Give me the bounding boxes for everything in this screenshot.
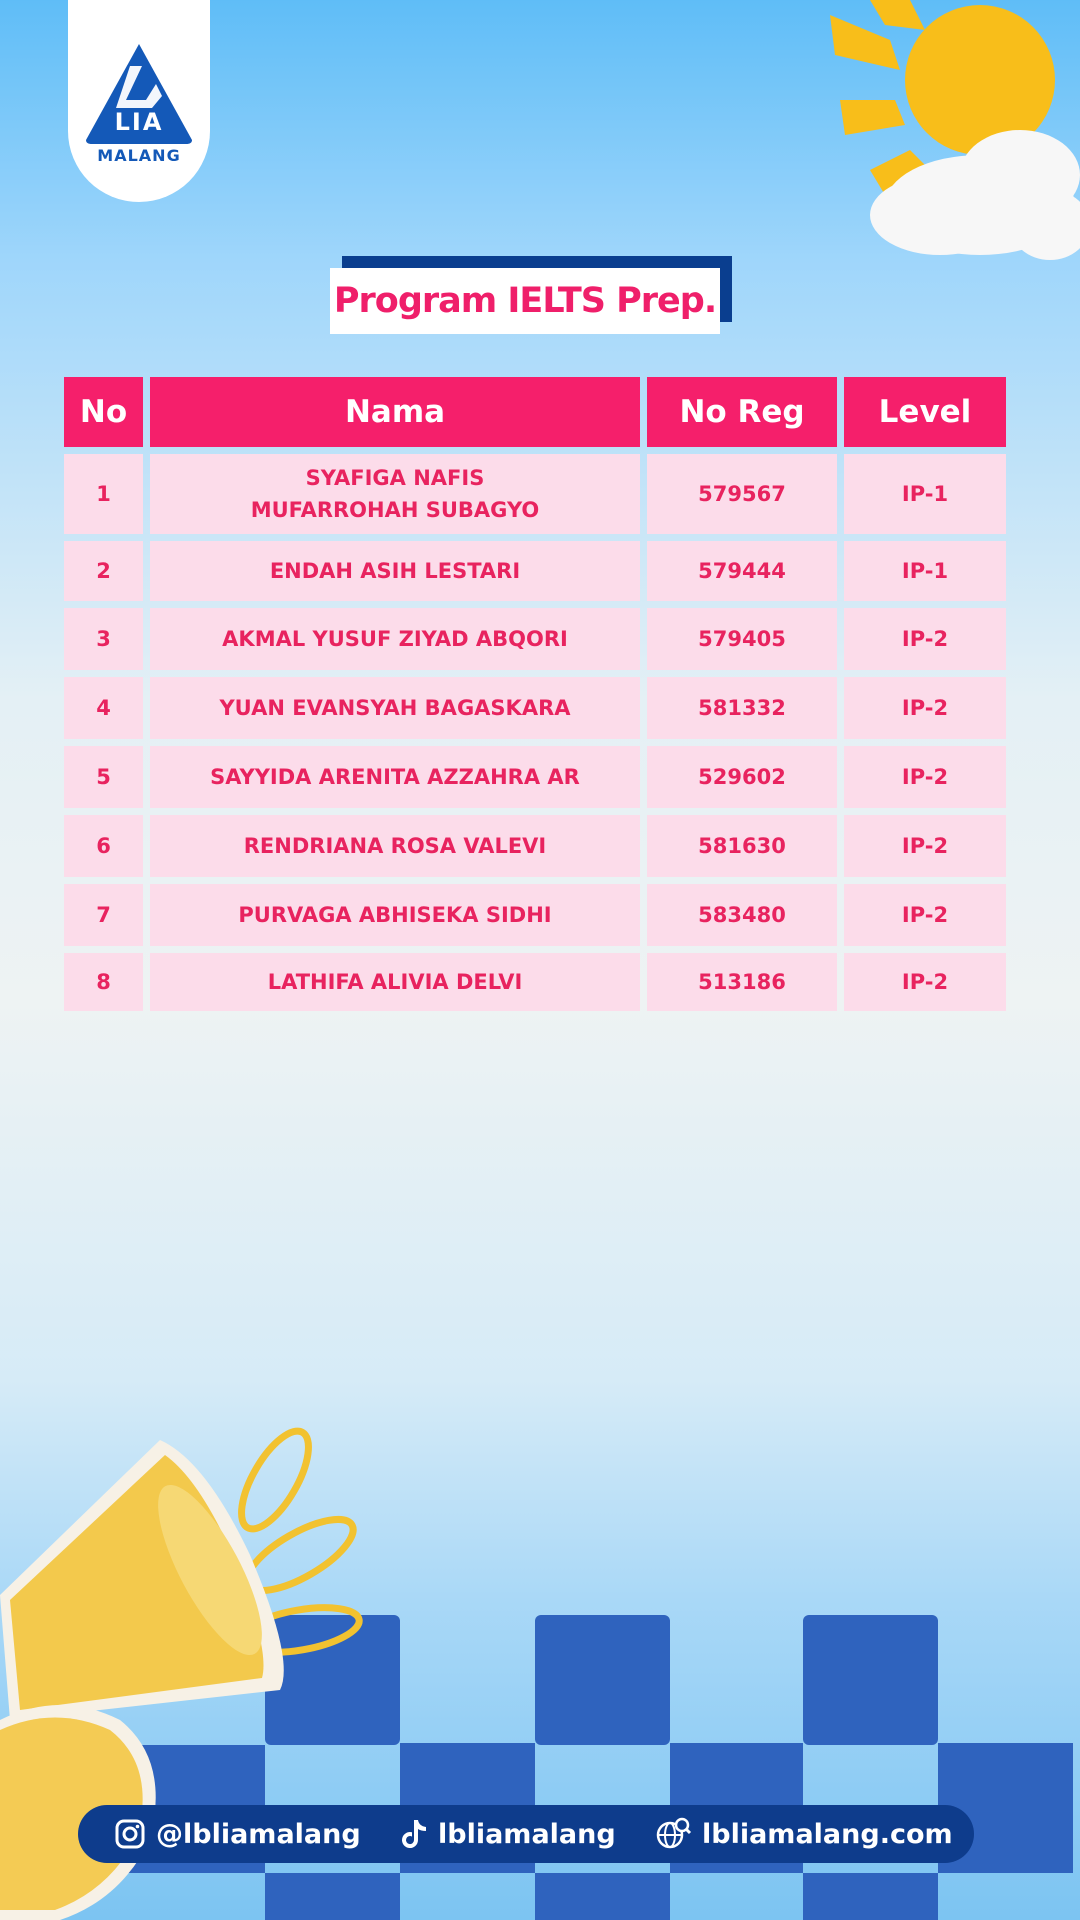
row-7-name: PURVAGA ABHISEKA SIDHI [150, 884, 640, 946]
title-banner [330, 256, 732, 334]
header-no: No [64, 377, 143, 447]
tiktok-icon [400, 1818, 428, 1850]
sun-icon [830, 0, 1080, 270]
row-5-no: 5 [64, 746, 143, 808]
row-4-name: YUAN EVANSYAH BAGASKARA [150, 677, 640, 739]
row-1-name-line2: MUFARROHAH SUBAGYO [250, 498, 540, 522]
row-6-level: IP-2 [844, 815, 1006, 877]
row-5-reg: 529602 [647, 746, 837, 808]
row-1-level: IP-1 [844, 454, 1006, 534]
row-6-reg: 581630 [647, 815, 837, 877]
row-2-no: 2 [64, 541, 143, 601]
row-8-name: LATHIFA ALIVIA DELVI [150, 953, 640, 1011]
instagram-handle: @lbliamalang [156, 1818, 361, 1850]
row-4-level: IP-2 [844, 677, 1006, 739]
row-2-level: IP-1 [844, 541, 1006, 601]
row-3-name: AKMAL YUSUF ZIYAD ABQORI [150, 608, 640, 670]
logo-brand: LIA [114, 108, 164, 136]
row-5-level: IP-2 [844, 746, 1006, 808]
row-7-level: IP-2 [844, 884, 1006, 946]
instagram-link[interactable] [114, 1805, 361, 1863]
row-1-name-line1: SYAFIGA NAFIS [305, 466, 485, 490]
row-5-name: SAYYIDA ARENITA AZZAHRA AR [150, 746, 640, 808]
social-bar [78, 1805, 974, 1863]
row-8-reg: 513186 [647, 953, 837, 1011]
row-2-name: ENDAH ASIH LESTARI [150, 541, 640, 601]
row-6-name: RENDRIANA ROSA VALEVI [150, 815, 640, 877]
header-nama: Nama [150, 377, 640, 447]
logo-city: MALANG [97, 146, 181, 165]
row-3-no: 3 [64, 608, 143, 670]
row-4-no: 4 [64, 677, 143, 739]
row-2-reg: 579444 [647, 541, 837, 601]
website-url: lbliamalang.com [702, 1818, 953, 1850]
instagram-icon [114, 1818, 146, 1850]
row-8-no: 8 [64, 953, 143, 1011]
row-3-reg: 579405 [647, 608, 837, 670]
row-3-level: IP-2 [844, 608, 1006, 670]
page-title: Program IELTS Prep. [330, 268, 720, 334]
website-link[interactable] [656, 1805, 953, 1863]
row-7-no: 7 [64, 884, 143, 946]
row-1-no: 1 [64, 454, 143, 534]
row-1-reg: 579567 [647, 454, 837, 534]
tiktok-link[interactable] [400, 1805, 616, 1863]
row-6-no: 6 [64, 815, 143, 877]
row-7-reg: 583480 [647, 884, 837, 946]
logo-card [68, 0, 210, 202]
header-level: Level [844, 377, 1006, 447]
row-1-name [150, 454, 640, 534]
globe-search-icon [656, 1817, 692, 1851]
tiktok-handle: lbliamalang [438, 1818, 616, 1850]
row-8-level: IP-2 [844, 953, 1006, 1011]
header-no-reg: No Reg [647, 377, 837, 447]
row-4-reg: 581332 [647, 677, 837, 739]
